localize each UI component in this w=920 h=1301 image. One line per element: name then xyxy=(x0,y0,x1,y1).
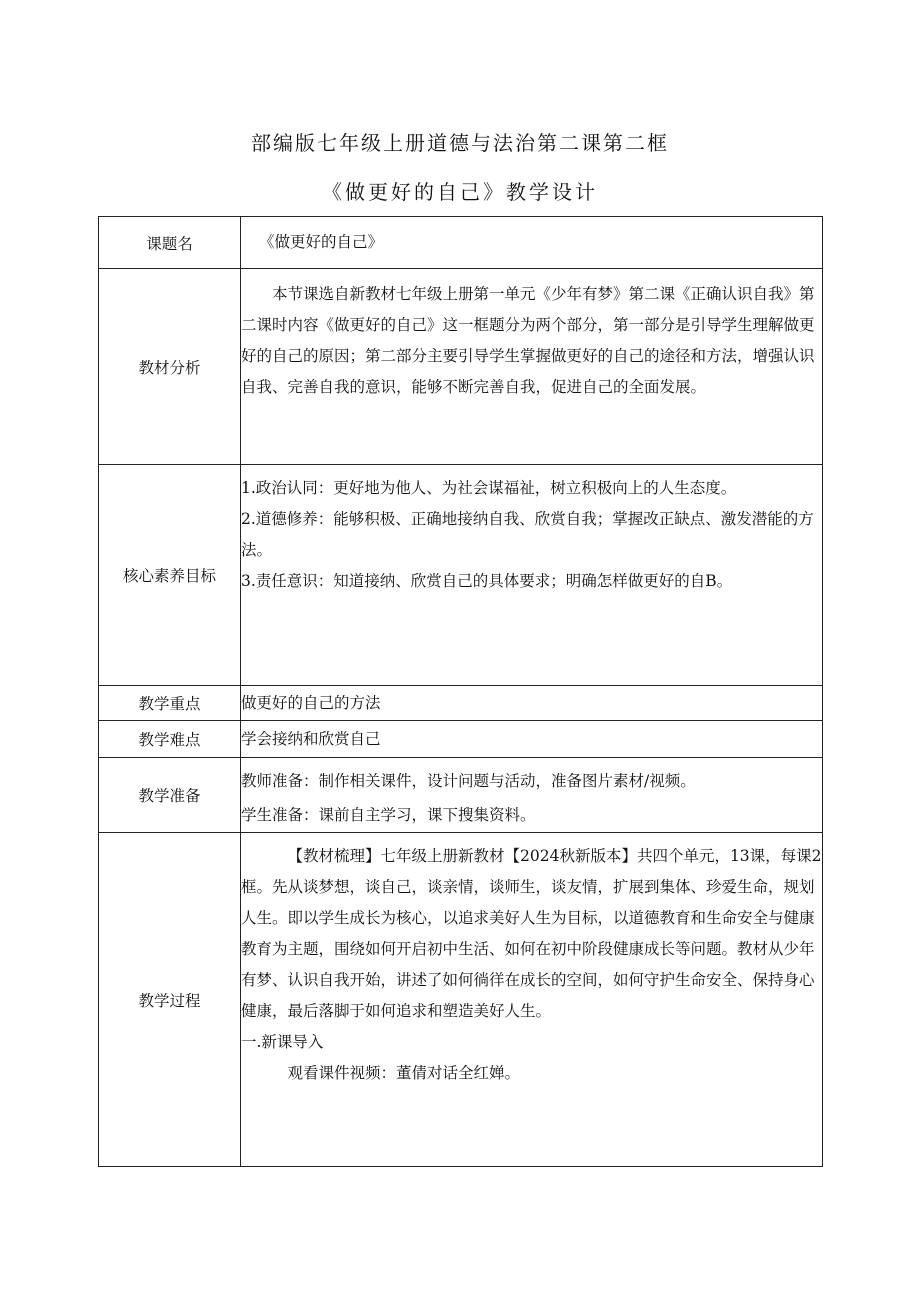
lesson-plan-table xyxy=(98,216,823,1167)
row-key-point xyxy=(99,686,823,721)
label-difficulty: 教学难点 xyxy=(99,721,241,758)
label-process: 教学过程 xyxy=(99,833,241,1167)
topic-text: 《做更好的自己》 xyxy=(259,233,384,251)
row-goals xyxy=(99,465,823,686)
row-preparation xyxy=(99,758,823,833)
label-topic: 课题名 xyxy=(99,217,241,269)
value-process xyxy=(241,833,823,1167)
goal-item: 2.道德修养：能够积极、正确地接纳自我、欣赏自我；掌握改正缺点、激发潜能的方法。 xyxy=(241,510,814,559)
value-analysis xyxy=(241,269,823,465)
label-goals: 核心素养目标 xyxy=(99,465,241,686)
process-section-heading: 一.新课导入 xyxy=(241,1033,324,1051)
key-point-text: 做更好的自己的方法 xyxy=(241,693,381,712)
row-difficulty xyxy=(99,721,823,758)
value-preparation xyxy=(241,758,823,833)
label-key-point: 教学重点 xyxy=(99,686,241,721)
student-preparation: 学生准备：课前自主学习，课下搜集资料。 xyxy=(241,806,536,824)
process-section-text: 观看课件视频：董倩对话全红婵。 xyxy=(287,1064,521,1082)
row-analysis xyxy=(99,269,823,465)
document-title-line1: 部编版七年级上册道德与法治第二课第二框 xyxy=(251,131,669,155)
teacher-preparation: 教师准备：制作相关课件，设计问题与活动，准备图片素材/视频。 xyxy=(241,772,696,790)
goal-item: 3.责任意识：知道接纳、欣赏自己的具体要求；明确怎样做更好的自B。 xyxy=(241,572,733,590)
row-process xyxy=(99,833,823,1167)
value-topic xyxy=(241,217,823,269)
value-difficulty xyxy=(241,721,823,758)
label-analysis: 教材分析 xyxy=(99,269,241,465)
goal-item: 1.政治认同：更好地为他人、为社会谋福祉，树立积极向上的人生态度。 xyxy=(241,479,737,497)
difficulty-text: 学会接纳和欣赏自己 xyxy=(241,729,381,748)
value-key-point xyxy=(241,686,823,721)
process-intro: 【教材梳理】七年级上册新教材【2024秋新版本】共四个单元，13课，每课2框。先从谈梦想，谈自己，谈亲情，谈师生，谈友情，扩展到集体、珍爱生命，规划人生。即以学生成长为核心，以追求美好人生为目标，以道德教育和生命安全与健康教育为主题，围绕如何开启初中生活、如何在初中阶段健康成长等问题。教材从少年有梦、认识自我开始，讲述了如何徜徉在成长的空间，如何守护生命安全、保持身心健康，最后落脚于如何追求和塑造美好人生。 xyxy=(241,847,822,1020)
document-title-line2: 《做更好的自己》教学设计 xyxy=(322,180,598,204)
analysis-text: 本节课选自新教材七年级上册第一单元《少年有梦》第二课《正确认识自我》第二课时内容《做更好的自己》这一框题分为两个部分，第一部分是引导学生理解做更好的自己的原因；第二部分主要引导学生掌握做更好的自己的途径和方法，增强认识自我、完善自我的意识，能够不断完善自我，促进自己的全面发展。 xyxy=(241,285,815,396)
label-preparation: 教学准备 xyxy=(99,758,241,833)
value-goals xyxy=(241,465,823,686)
row-topic xyxy=(99,217,823,269)
